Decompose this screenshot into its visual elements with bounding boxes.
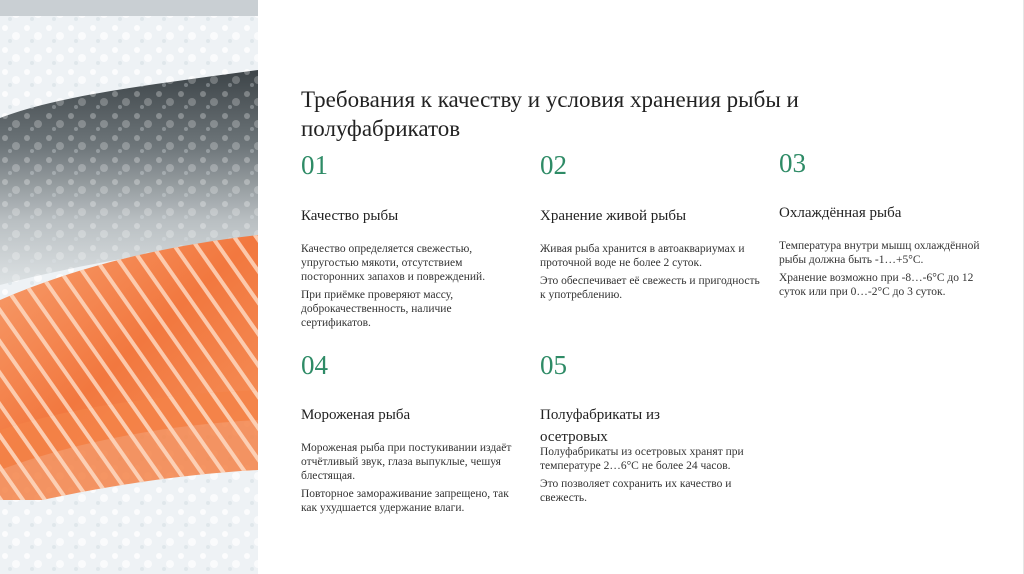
item-paragraph: Повторное замораживание запрещено, так как ухудшается удержание влаги. (301, 488, 509, 514)
item-paragraph: Полуфабрикаты из осетровых хранят при температуре 2…6°C не более 24 часов. (540, 446, 744, 472)
item-paragraph: Живая рыба хранится в автоаквариумах и проточной воде не более 2 суток. (540, 243, 745, 269)
item-paragraph: Качество определяется свежестью, упругостью мякоти, отсутствием посторонних запахов и повреждений. (301, 243, 486, 283)
item-heading: Полуфабрикаты из осетровых (540, 407, 660, 445)
item-number: 01 (301, 150, 328, 180)
slide-title: Требования к качеству и условия хранения рыбы и полуфабрикатов (301, 87, 799, 141)
item-heading: Качество рыбы (301, 208, 399, 224)
item-paragraph: Это обеспечивает её свежесть и пригодность к употреблению. (540, 275, 760, 301)
item-live-fish (540, 150, 760, 302)
item-quality (301, 150, 521, 330)
item-sturgeon-semis (540, 350, 765, 505)
item-number: 02 (540, 150, 567, 180)
item-paragraph: При приёмке проверяют массу, доброкачественность, наличие сертификатов. (301, 289, 454, 329)
salmon-fillet-photo (0, 0, 258, 574)
item-heading: Хранение живой рыбы (540, 208, 687, 224)
item-paragraph: Это позволяет сохранить их качество и свежесть. (540, 478, 732, 504)
item-heading: Мороженая рыба (301, 407, 411, 423)
item-number: 05 (540, 350, 567, 380)
item-paragraph: Температура внутри мышц охлаждённой рыбы должна быть -1…+5°C. (779, 240, 980, 266)
item-number: 04 (301, 350, 328, 380)
salmon-on-ice-image (0, 0, 258, 574)
item-chilled-fish (779, 148, 994, 299)
item-number: 03 (779, 148, 806, 178)
item-paragraph: Хранение возможно при -8…-6°C до 12 суток или при 0…-2°C до 3 суток. (779, 272, 974, 298)
item-frozen-fish (301, 350, 521, 515)
item-paragraph: Мороженая рыба при постукивании издаёт отчётливый звук, глаза выпуклые, чешуя блестящая. (301, 442, 512, 482)
item-heading: Охлаждённая рыба (779, 205, 902, 221)
